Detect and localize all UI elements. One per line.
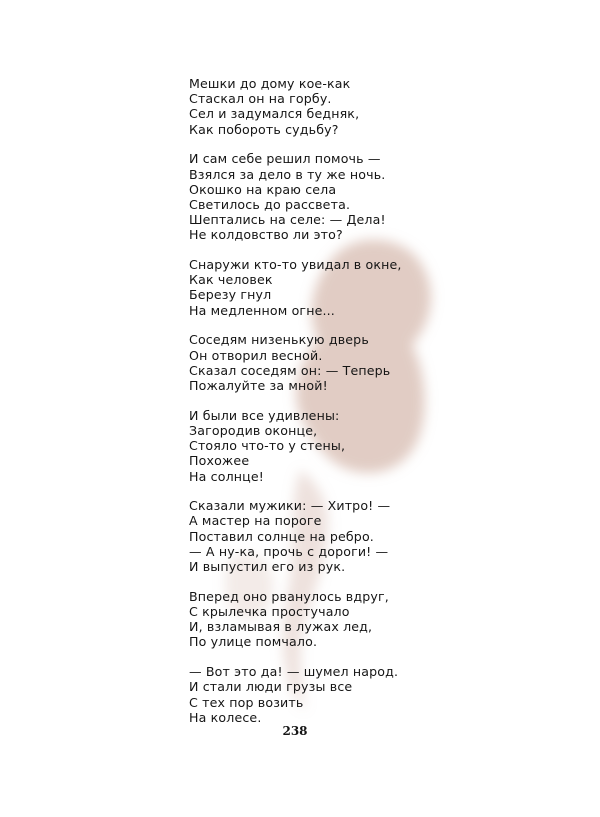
poem-line: — А ну-ка, прочь с дороги! — — [189, 543, 389, 559]
poem-line: Сказал соседям он: — Теперь — [189, 362, 391, 378]
poem-line: Похожее — [189, 453, 250, 469]
poem-line: На солнце! — [189, 468, 264, 484]
poem-line: И выпустил его из рук. — [189, 559, 346, 575]
poem-line: Пожалуйте за мной! — [189, 377, 328, 393]
poem-line: Загородив оконце, — [189, 422, 318, 438]
poem-line: И стали люди грузы все — [189, 679, 353, 695]
stanza — [189, 151, 449, 242]
stanza — [189, 408, 449, 484]
poem-line: По улице помчало. — [189, 634, 318, 650]
poem-line: Светилось до рассвета. — [189, 196, 351, 212]
poem-line: На колесе. — [189, 709, 262, 725]
stanza — [189, 589, 449, 650]
poem-line: Сказали мужики: — Хитро! — — [189, 498, 391, 514]
page-number: 238 — [282, 724, 308, 738]
poem-line: На медленном огне... — [189, 302, 335, 318]
poem-line: И сам себе решил помочь — — [189, 151, 381, 167]
poem-line: А мастер на пороге — [189, 513, 322, 529]
poem-line: — Вот это да! — шумел народ. — [189, 664, 399, 680]
poem-line: Шептались на селе: — Дела! — [189, 212, 386, 228]
poem-line: Не колдовство ли это? — [189, 227, 343, 243]
poem-line: Взялся за дело в ту же ночь. — [189, 166, 386, 182]
poem-line: Снаружи кто-то увидал в окне, — [189, 257, 402, 273]
stanza — [189, 332, 449, 393]
poem-line: Окошко на краю села — [189, 181, 337, 197]
poem-line: Поставил солнце на ребро. — [189, 528, 374, 544]
poem-line: И, взламывая в лужах лед, — [189, 619, 373, 635]
poem-line: И были все удивлены: — [189, 407, 340, 423]
poem-line: Как человек — [189, 272, 273, 288]
stanza — [189, 498, 449, 574]
poem-line: Вперед оно рванулось вдруг, — [189, 588, 389, 604]
poem-line: С тех пор возить — [189, 694, 304, 710]
poem-line: Березу гнул — [189, 287, 272, 303]
poem-line: Соседям низенькую дверь — [189, 332, 369, 348]
stanza — [189, 76, 449, 137]
poem — [189, 76, 449, 740]
poem-line: Сел и задумался бедняк, — [189, 106, 360, 122]
poem-line: Он отворил весной. — [189, 347, 323, 363]
poem-line: С крылечка простучало — [189, 604, 350, 619]
stanza — [189, 257, 449, 318]
poem-line: Стояло что-то у стены, — [189, 438, 346, 454]
poem-line: Стаскал он на горбу. — [189, 91, 332, 107]
poem-line: Мешки до дому кое-как — [189, 76, 351, 91]
stanza — [189, 664, 449, 725]
poem-line: Как побороть судьбу? — [189, 121, 339, 137]
